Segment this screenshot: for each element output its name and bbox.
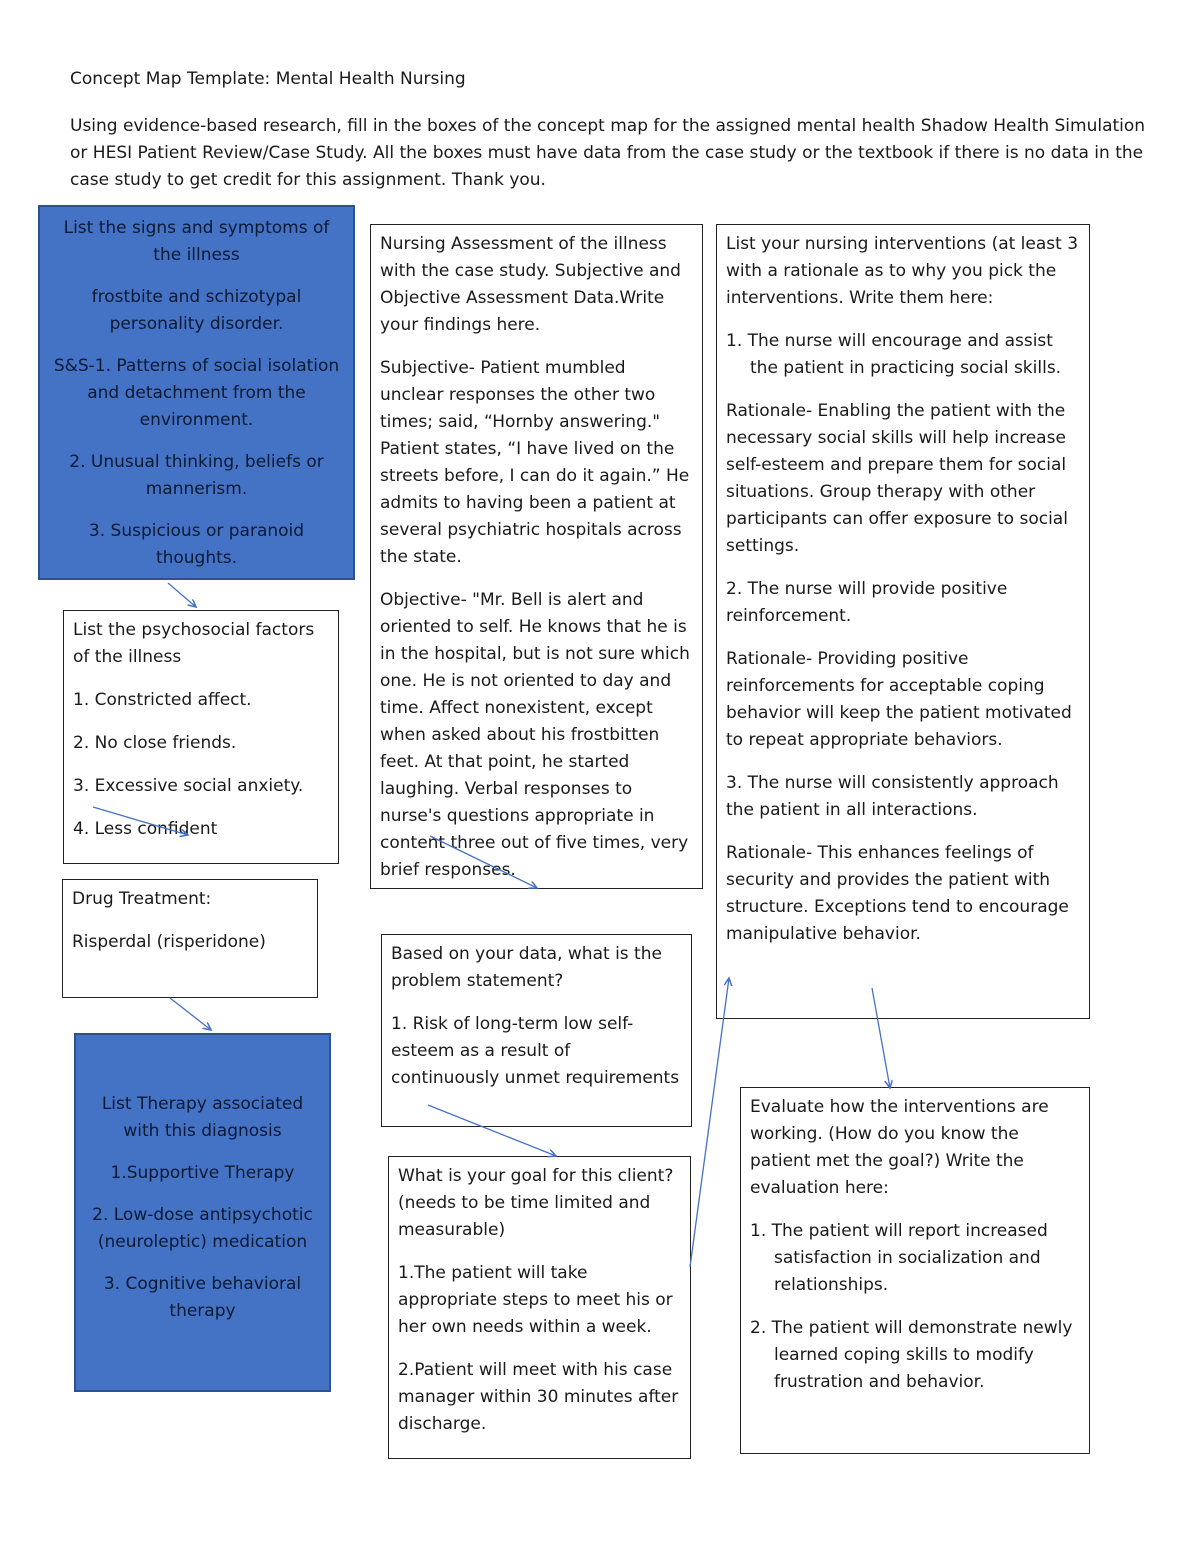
intervention-item: 1. The nurse will encourage and assist the patient in practicing social skills. (726, 331, 1062, 378)
goal-heading: What is your goal for this client? (needs to be time limited and measurable) (398, 1166, 674, 1240)
intervention-rationale: Rationale- This enhances feelings of security and provides the patient with structure. Exceptions tend to encourage manipulative behavior. (726, 843, 1069, 944)
intervention-item: 3. The nurse will consistently approach the patient in all interactions. (726, 773, 1059, 820)
evaluation-heading: Evaluate how the interventions are working. (How do you know the patient met the goal?) Write the evaluation here: (750, 1097, 1049, 1198)
psychosocial-item: 2. No close friends. (73, 733, 237, 753)
therapy-item: 3. Cognitive behavioral therapy (103, 1274, 302, 1321)
therapy-heading: List Therapy associated with this diagnosis (101, 1094, 304, 1141)
psychosocial-item: 3. Excessive social anxiety. (73, 776, 304, 796)
psychosocial-item: 1. Constricted affect. (73, 690, 252, 710)
signs-item: S&S-1. Patterns of social isolation and detachment from the environment. (53, 356, 340, 430)
interventions-heading: List your nursing interventions (at least 3 with a rationale as to why you pick the interventions. Write them here: (726, 234, 1079, 308)
evaluation-box (740, 1087, 1090, 1454)
problem-value: 1. Risk of long-term low self-esteem as a result of continuously unmet requirements (391, 1014, 680, 1088)
intervention-item: 2. The nurse will provide positive reinforcement. (726, 579, 1008, 626)
nursing-interventions-box (716, 224, 1090, 1019)
intervention-rationale: Rationale- Enabling the patient with the necessary social skills will help increase self-esteem and prepare them for social situations. Group therapy with other participants can offer exposure to social settings. (726, 401, 1068, 556)
signs-diagnosis: frostbite and schizotypal personality disorder. (91, 287, 302, 334)
signs-item: 2. Unusual thinking, beliefs or mannerism. (69, 452, 324, 499)
drug-value: Risperdal (risperidone) (72, 932, 266, 952)
signs-item: 3. Suspicious or paranoid thoughts. (88, 521, 305, 568)
goal-item: 1.The patient will take appropriate steps to meet his or her own needs within a week. (398, 1263, 673, 1337)
instructions-paragraph: Using evidence-based research, fill in the boxes of the concept map for the assigned mental health Shadow Health Simulation or HESI Patient Review/Case Study. All the boxes must have data from the case study or the textbook if there is no data in the case study to get credit for this assignment. Thank you. (70, 116, 1146, 190)
assessment-heading: Nursing Assessment of the illness with the case study. Subjective and Objective Assessment Data.Write your findings here. (380, 234, 681, 335)
goal-item: 2.Patient will meet with his case manager within 30 minutes after discharge. (398, 1360, 679, 1434)
arrow-signs-to-psychosocial (168, 583, 196, 607)
psychosocial-item: 4. Less confident (73, 819, 218, 839)
therapy-item: 2. Low-dose antipsychotic (neuroleptic) medication (92, 1205, 313, 1252)
psychosocial-heading: List the psychosocial factors of the illness (73, 620, 315, 667)
drug-treatment-box (62, 879, 318, 998)
problem-heading: Based on your data, what is the problem statement? (391, 944, 662, 991)
nursing-assessment-box (370, 224, 703, 889)
page-title: Concept Map Template: Mental Health Nursing (70, 69, 466, 89)
signs-symptoms-box (38, 205, 355, 580)
assessment-subjective: Subjective- Patient mumbled unclear responses the other two times; said, “Hornby answering." Patient states, “I have lived on the streets before, I can do it again.” He admits to having been a patient at several psychiatric hospitals across the state. (380, 358, 690, 567)
psychosocial-box (63, 610, 339, 864)
evaluation-item: 1. The patient will report increased satisfaction in socialization and relationships. (750, 1221, 1048, 1295)
therapy-box (74, 1033, 331, 1392)
assessment-objective: Objective- "Mr. Bell is alert and oriented to self. He knows that he is in the hospital, but is not sure which one. He is not oriented to day and time. Affect nonexistent, except when asked about his frostbitten feet. At that point, he started laughing. Verbal responses to nurse's questions appropriate in content three out of five times, very brief responses. (380, 590, 690, 880)
intervention-rationale: Rationale- Providing positive reinforcements for acceptable coping behavior will keep the patient motivated to repeat appropriate behaviors. (726, 649, 1072, 750)
problem-statement-box (381, 934, 692, 1127)
drug-heading: Drug Treatment: (72, 889, 212, 909)
therapy-item: 1.Supportive Therapy (110, 1163, 295, 1183)
arrow-goal-to-interventions (690, 978, 729, 1267)
evaluation-item: 2. The patient will demonstrate newly learned coping skills to modify frustration and behavior. (750, 1318, 1073, 1392)
goal-box (388, 1156, 691, 1459)
signs-heading: List the signs and symptoms of the illness (63, 218, 330, 265)
arrow-drug-to-therapy (170, 998, 211, 1030)
